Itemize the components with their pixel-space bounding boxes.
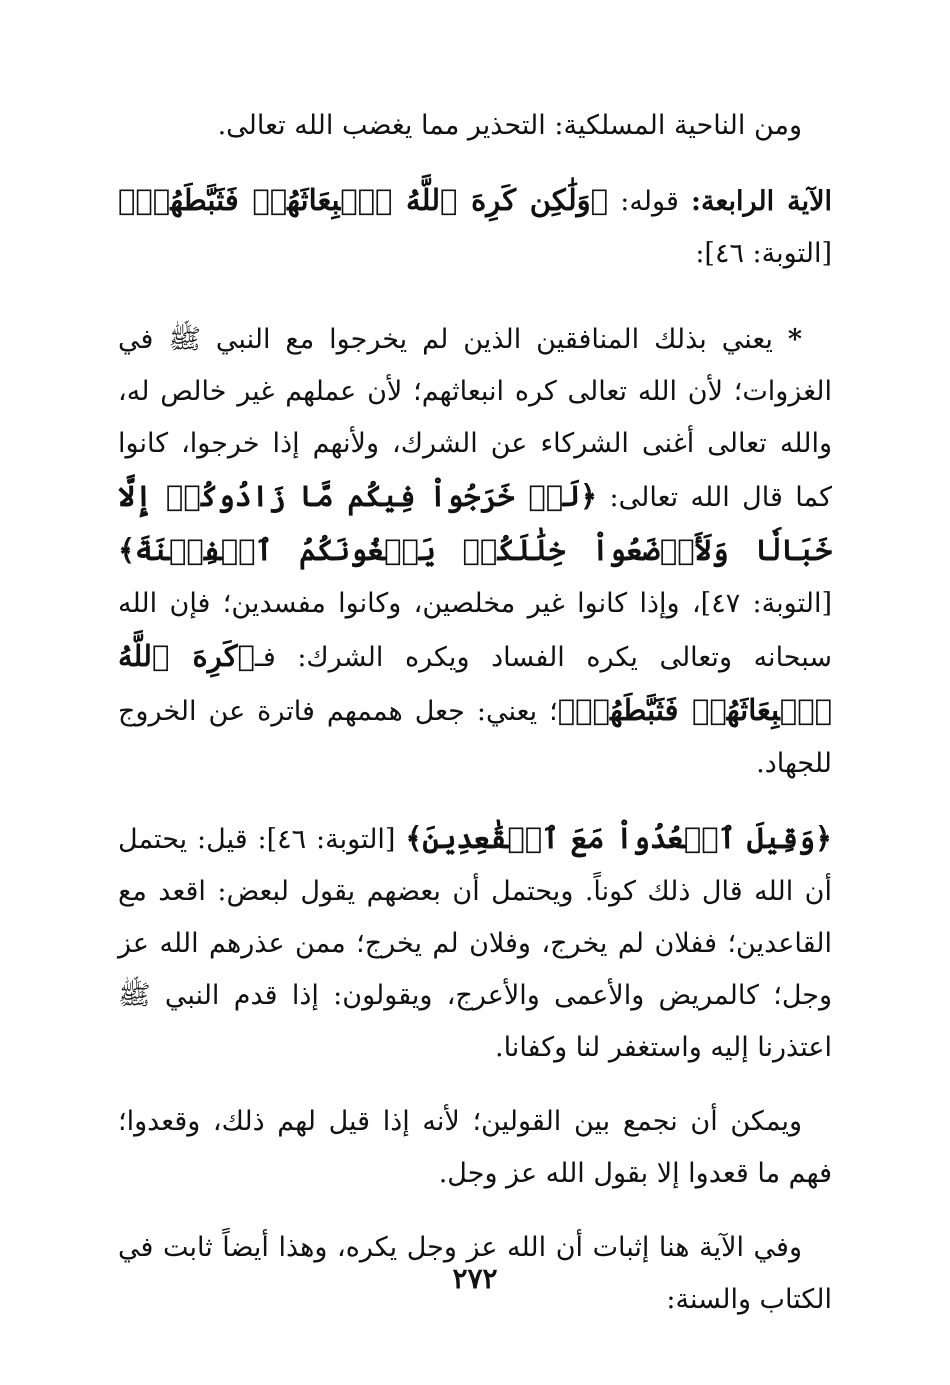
paragraph-3-text-c: ؛ يعني: جعل هممهم فاترة عن الخروج للجهاد.: [118, 696, 832, 779]
quran-verse-4: ﴿وَقِيلَ ٱقۡعُدُواْ مَعَ ٱلۡقَٰعِدِينَ﴾: [405, 821, 832, 855]
paragraph-2-text: قوله:: [620, 186, 679, 217]
paragraph-1-text: ومن الناحية المسلكية: التحذير مما يغضب الله تعالى.: [217, 110, 802, 141]
paragraph-3: [118, 314, 832, 790]
page-number: ٢٧٢: [452, 1262, 498, 1295]
paragraph-1: [118, 100, 832, 152]
paragraph-4-text: قيل: يحتمل أن الله قال ذلك كوناً. ويحتمل أن بعضهم يقول لبعض: اقعد مع القاعدين؛ ففلان لم يخرج، وفلان لم يخرج؛ ممن عذرهم الله عز وجل؛ كالمريض والأعمى والأعرج، ويقولون: إذا قدم النبي ﷺ اعتذرنا إليه واستغفر لنا وكفانا.: [118, 824, 832, 1063]
paragraph-4: [118, 812, 832, 1074]
star-marker-icon: *: [787, 324, 802, 355]
paragraph-5-text: ويمكن أن نجمع بين القولين؛ لأنه إذا قيل لهم ذلك، وقعدوا؛ فهم ما قعدوا إلا بقول الله عز وجل.: [118, 1106, 832, 1189]
page-body: [118, 100, 832, 1348]
quran-verse-1: ﴿وَلَٰكِن كَرِهَ ٱللَّهُ ٱنۢبِعَاثَهُمۡ فَثَبَّطَهُمۡ﴾: [118, 183, 609, 217]
quran-verse-3: ﴿كَرِهَ ٱللَّهُ ٱنۢبِعَاثَهُمۡ فَثَبَّطَهُمۡ﴾: [118, 639, 832, 727]
paragraph-5: [118, 1096, 832, 1200]
verse-heading-label: الآية الرابعة:: [691, 186, 832, 217]
paragraph-2: [118, 174, 832, 280]
verse-reference-4: [التوبة: ٤٦]:: [257, 824, 396, 855]
spacer: [118, 302, 832, 314]
verse-reference-1: [التوبة: ٤٦]:: [695, 238, 832, 269]
verse-reference-2: [التوبة: ٤٧]،: [691, 588, 832, 619]
paragraph-3-text-b: وإذا كانوا غير مخلصين، وكانوا مفسدين؛ فإن الله سبحانه وتعالى يكره الفساد ويكره الشرك: فـ: [118, 588, 832, 673]
paragraph-3-text-a: يعني بذلك المنافقين الذين لم يخرجوا مع النبي ﷺ في الغزوات؛ لأن الله تعالى كره انبعاثهم؛ لأن عملهم غير خالص له، والله تعالى أغنى الشركاء عن الشرك، ولأنهم إذا خرجوا، كانوا كما قال الله تعالى:: [118, 324, 832, 513]
paragraph-6-text: وفي الآية هنا إثبات أن الله عز وجل يكره، وهذا أيضاً ثابت في الكتاب والسنة:: [118, 1232, 832, 1315]
quran-verse-2: ﴿لَوۡ خَرَجُواْ فِيكُم مَّا زَادُوكُمۡ إِلَّا خَبَالٗا وَلَأَوۡضَعُواْ خِلَٰلَكُمۡ يَبۡغُونَكُمُ ٱلۡفِتۡنَةَ﴾: [118, 479, 832, 567]
